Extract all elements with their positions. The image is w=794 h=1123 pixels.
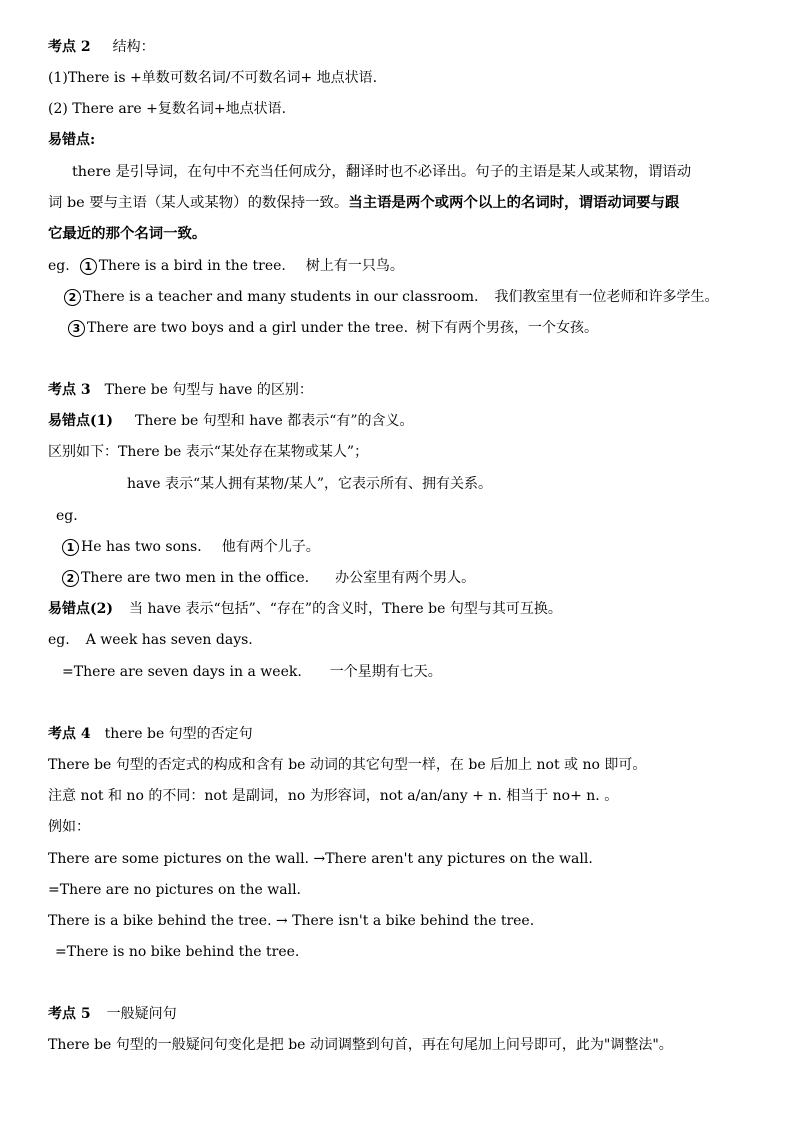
example-row-4 — [62, 663, 442, 681]
example-en: There is a bird in the tree. — [98, 258, 286, 274]
error-point-1-text: There be 句型和 have 都表示“有”的含义。 — [135, 413, 414, 429]
eg-label: eg. — [56, 508, 78, 524]
example-row-2 — [62, 569, 475, 587]
section-4-line-3: 例如： — [48, 819, 90, 835]
section-2-title: 结构： — [112, 39, 155, 55]
section-4-example-1: There are some pictures on the wall. →There aren't any pictures on the wall. — [48, 851, 593, 867]
example-row-3 — [68, 319, 598, 337]
section-5-heading: 考点 5 — [48, 1006, 91, 1022]
example-en: A week has seven days. — [85, 632, 253, 648]
example-cn: 一个星期有七天。 — [329, 664, 442, 680]
circled-number-1: 1 — [80, 258, 97, 275]
section-4-example-2: =There are no pictures on the wall. — [48, 882, 302, 898]
error-point-2-row — [48, 600, 562, 618]
section-4-line-1: There be 句型的否定式的构成和含有 be 动词的其它句型一样，在 be 后加上 not 或 no 即可。 — [48, 757, 647, 773]
circled-number-2: 2 — [64, 289, 81, 306]
section-2-body-line-1: there 是引导词，在句中不充当任何成分，翻译时也不必译出。句子的主语是某人或某物，谓语动 — [72, 164, 692, 180]
example-row-2 — [64, 288, 719, 306]
error-point-label: 易错点: — [48, 132, 96, 148]
structure-line-2: (2) There are +复数名词+地点状语. — [48, 101, 287, 117]
section-4-example-4: =There is no bike behind the tree. — [55, 944, 300, 960]
difference-line-1: 区别如下：There be 表示“某处存在某物或某人”； — [48, 444, 369, 460]
example-en: There are two men in the office. — [81, 570, 310, 586]
example-row-1 — [48, 257, 404, 275]
section-3-heading-row — [48, 381, 313, 399]
section-4-heading-row — [48, 725, 253, 743]
section-5-line-1: There be 句型的一般疑问句变化是把 be 动词调整到句首，再在句尾加上问号即可，此为"调整法"。 — [48, 1037, 673, 1053]
circled-number-2: 2 — [62, 570, 79, 587]
example-en: There is a teacher and many students in our classroom. — [83, 289, 479, 305]
section-2-body-line-3: 它最近的那个名词一致。 — [48, 225, 207, 242]
body-line-2-bold: 当主语是两个或两个以上的名词时，谓语动词要与跟 — [348, 194, 680, 211]
eg-label: eg. — [48, 258, 70, 274]
structure-line-1: (1)There is +单数可数名词/不可数名词+ 地点状语. — [48, 70, 378, 86]
error-point-1-label: 易错点(1) — [48, 413, 113, 429]
body-line-2-normal: 词 be 要与主语（某人或某物）的数保持一致。 — [48, 195, 349, 211]
section-4-example-3: There is a bike behind the tree. → There isn't a bike behind the tree. — [48, 913, 535, 929]
error-point-1-row — [48, 412, 414, 430]
section-4-heading: 考点 4 — [48, 726, 91, 742]
example-cn: 树下有两个男孩，一个女孩。 — [416, 320, 599, 336]
example-cn: 办公室里有两个男人。 — [335, 570, 476, 586]
example-row-1 — [62, 538, 320, 556]
section-4-line-2: 注意 not 和 no 的不同：not 是副词，no 为形容词，not a/an/any + n. 相当于 no+ n. 。 — [48, 788, 619, 804]
section-3-heading: 考点 3 — [48, 382, 91, 398]
example-cn: 树上有一只鸟。 — [305, 258, 404, 274]
error-point-2-label: 易错点(2) — [48, 601, 113, 617]
circled-number-3: 3 — [68, 320, 85, 337]
example-cn: 我们教室里有一位老师和许多学生。 — [494, 289, 719, 305]
example-en: =There are seven days in a week. — [62, 664, 302, 680]
section-2-heading-row — [48, 38, 155, 56]
eg-label: eg. — [48, 632, 70, 648]
example-cn: 他有两个儿子。 — [221, 539, 320, 555]
error-point-2-text: 当 have 表示“包括”、“存在”的含义时，There be 句型与其可互换。 — [129, 601, 562, 617]
example-en: He has two sons. — [81, 539, 202, 555]
circled-number-1: 1 — [62, 539, 79, 556]
example-row-3 — [48, 631, 253, 649]
section-2-body-line-2 — [48, 194, 679, 212]
difference-line-2: have 表示“某人拥有某物/某人”，它表示所有、拥有关系。 — [127, 476, 493, 492]
section-4-title: there be 句型的否定句 — [104, 726, 253, 742]
section-2-heading: 考点 2 — [48, 39, 91, 55]
section-5-title: 一般疑问句 — [106, 1006, 177, 1022]
section-5-heading-row — [48, 1005, 177, 1023]
example-en: There are two boys and a girl under the tree. — [87, 320, 409, 336]
section-3-title: There be 句型与 have 的区别： — [104, 382, 313, 398]
